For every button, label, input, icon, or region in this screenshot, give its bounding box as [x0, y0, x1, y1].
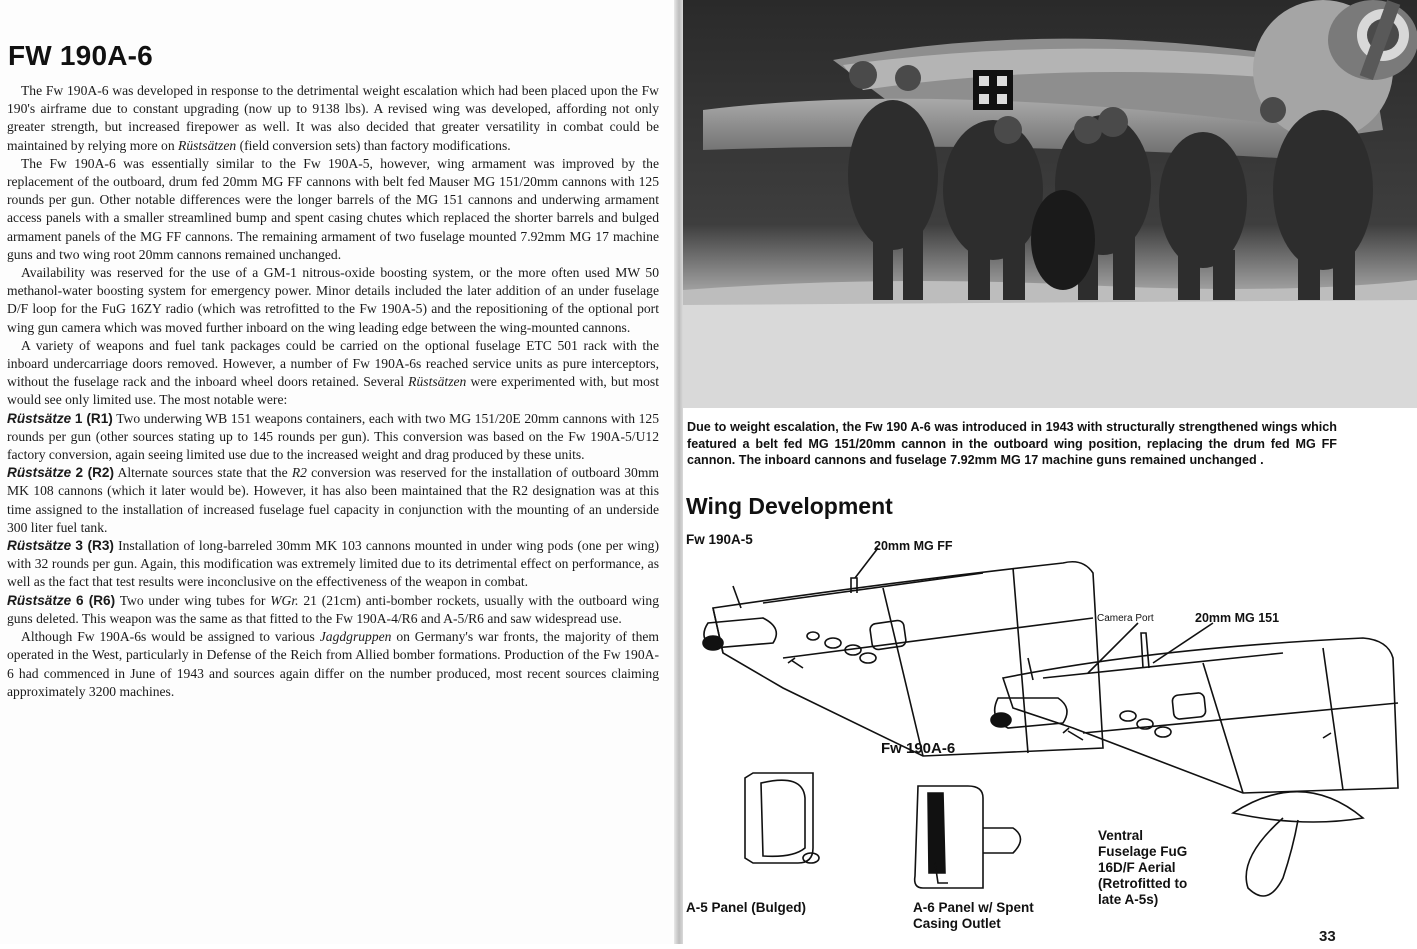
- label-ventral-line5: late A-5s): [1098, 892, 1159, 907]
- rustsatze-6: Rüstsätze 6 (R6) Two under wing tubes for WGr. 21 (21cm) anti-bomber rockets, usually with the outboard wing guns deleted. This weapon was the same as that fitted to the Fw 190A-4/R6 and A-5/R6 and saw widespread use.: [7, 592, 659, 626]
- photo-caption: Due to weight escalation, the Fw 190 A-6 was introduced in 1943 with structurally strengthened wings which featured a belt fed MG 151/20mm cannon in the outboard wing position, replacing the drum fed MG FF cannon. The inboard cannons and fuselage 7.92mm MG 17 machine guns remained unchanged .: [687, 420, 1337, 467]
- label-camera-port: Camera Port: [1097, 613, 1154, 624]
- rustsatze-2: Rüstsätze 2 (R2) Alternate sources state that the R2 conversion was reserved for the installation of outboard 30mm MK 108 cannons (which it later would be). However, it has also been maintained that the R2 designation was at this time assigned to the installation of increased fuselage fuel capacity in conjunction with the mounting of an underside 300 liter fuel tank.: [7, 465, 659, 535]
- label-ventral-line2: Fuselage FuG: [1098, 844, 1188, 859]
- a6-panel-shape: [915, 786, 983, 888]
- label-a6-panel-line2: Casing Outlet: [913, 916, 1001, 931]
- rustsatze-3: Rüstsätze 3 (R3) Installation of long-barreled 30mm MK 103 cannons mounted in under wing pods (one per wing) with 32 rounds per gun. Again, this modification was extremely limited due to its detrimental effect on performance, as well as the fact that test results were inconclusive on the effectiveness of the weapon in combat.: [7, 538, 659, 590]
- label-ventral-line1: Ventral: [1098, 828, 1144, 843]
- label-a6-panel-line1: A-6 Panel w/ Spent: [913, 900, 1034, 915]
- paragraph-3: Availability was reserved for the use of a GM-1 nitrous-oxide boosting system, or the more often used MW 50 methanol-water boosting system for emergency power. Minor details included the later addition of an under fuselage D/F loop for the FuG 16ZY radio (which was retrofitted to the Fw 190A-5) and the repositioning of the optional port wing gun camera which was moved further inboard on the wing leading edge between the wing-mounted cannons.: [7, 265, 659, 335]
- label-ventral-line4: (Retrofitted to: [1098, 876, 1188, 891]
- a5-wing-outline: [713, 562, 1103, 756]
- wing-diagram: [683, 528, 1417, 944]
- label-ventral-line3: 16D/F Aerial: [1098, 860, 1176, 875]
- wing-line-drawing: [683, 528, 1417, 944]
- label-20mm-mg151: 20mm MG 151: [1195, 611, 1280, 625]
- label-fw190a6: Fw 190A-6: [881, 740, 956, 757]
- paragraph-2: The Fw 190A-6 was essentially similar to the Fw 190A-5, however, wing armament was improved by the replacement of the outboard, drum fed 20mm MG FF cannons with belt fed Mauser MG 151/20mm cannons with 125 rounds per gun. Other notable differences were the longer barrels of the MG 151 cannons and underwing armament access panels with a smaller streamlined bump and spent casing chutes which replaced the shorter barrels and bulged armament panels of the MG FF cannons. The remaining armament of two fuselage mounted 7.92mm MG 17 machine guns and two wing root 20mm cannons remained unchanged.: [7, 155, 659, 262]
- paragraph-1: The Fw 190A-6 was developed in response to the detrimental weight escalation which had been placed upon the Fw 190's airframe due to constant upgrading (now up to 9138 lbs). A revised wing was developed, affording not only greater strength, but increased firepower as well. It was also decided that greater versatility in combat could be maintained by relying more on Rüstsätzen (field conversion sets) than factory modifications.: [7, 83, 659, 153]
- label-a5-panel: A-5 Panel (Bulged): [686, 900, 807, 915]
- photo-illustration: [683, 0, 1417, 408]
- label-fw190a5: Fw 190A-5: [686, 532, 753, 547]
- right-page: [683, 0, 1417, 944]
- a6-mg151-barrel: [1141, 633, 1149, 668]
- left-page: [0, 0, 675, 944]
- ventral-aerial-shape: [1233, 792, 1363, 822]
- ground-crew-photo: [683, 0, 1417, 408]
- page-number: 33: [1319, 928, 1336, 945]
- label-20mm-mgff: 20mm MG FF: [874, 539, 953, 553]
- paragraph-4: A variety of weapons and fuel tank packages could be carried on the optional fuselage ETC 501 rack with the inboard undercarriage doors removed. However, a number of Fw 190A-6s reached service units as pure interceptors, without the fuselage rack and the inboard wheel doors retained. Several Rüstsätzen were experimented with, but most would see only limited use. The most notable were:: [7, 337, 659, 408]
- rustsatze-1: Rüstsätze 1 (R1) Two underwing WB 151 weapons containers, each with two MG 151/20E 20mm cannons with 125 rounds per gun (other sources stating up to 145 rounds per gun). This conversion was based on the Fw 190A-5/U12 factory conversion, again seeing limited use due to the increased weight and drag produced by these units.: [7, 410, 659, 463]
- section-title: Wing Development: [686, 493, 893, 519]
- page-title: FW 190A-6: [8, 40, 153, 71]
- article-body: [7, 82, 659, 701]
- paragraph-5: Although Fw 190A-6s would be assigned to various Jagdgruppen on Germany's war fronts, the majority of them operated in the West, particularly in Defense of the Reich from Allied bomber formations. Production of the Fw 190A-6 had commenced in June of 1943 and sources again differ on the number produced, most recent sources claiming approximately 3200 machines.: [7, 629, 659, 699]
